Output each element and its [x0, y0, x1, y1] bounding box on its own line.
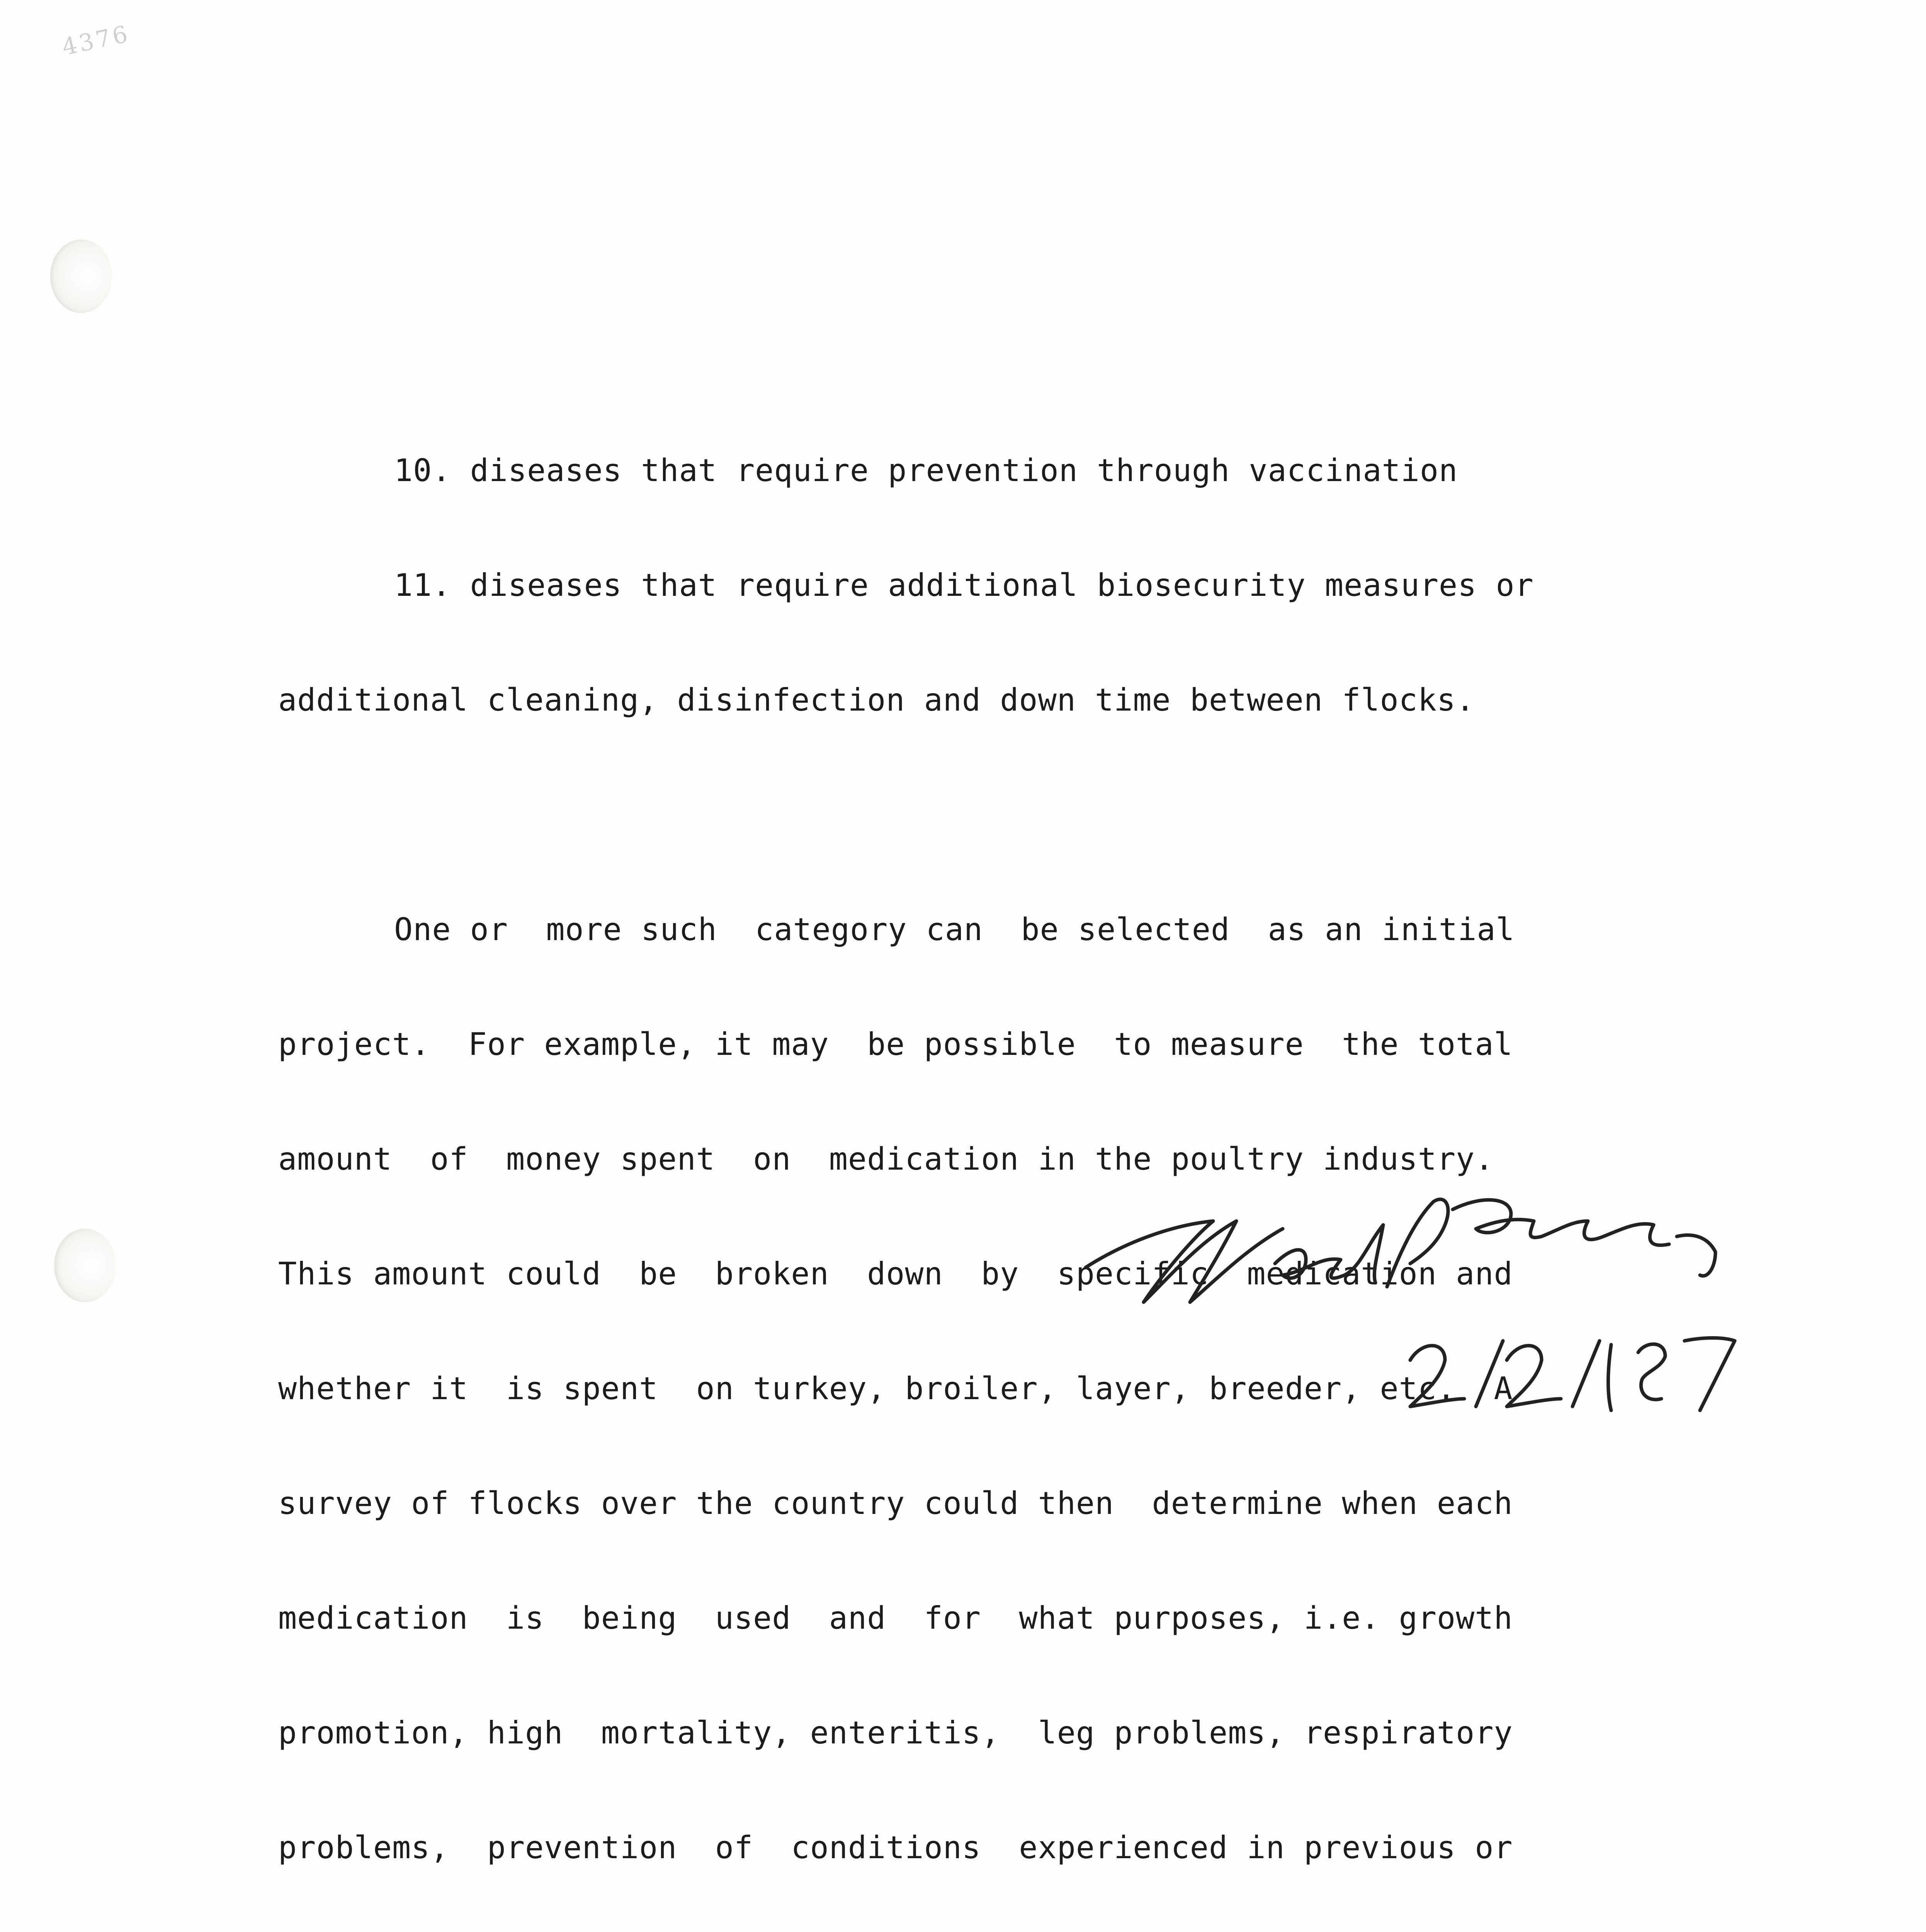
date-stroke: [1572, 1341, 1600, 1406]
punch-hole: [50, 240, 112, 313]
punch-hole: [54, 1229, 116, 1302]
signature-stroke: [1677, 1235, 1715, 1276]
signature-stroke: [1387, 1199, 1448, 1287]
list-item-10: 10. diseases that require prevention through vaccination: [394, 452, 1458, 488]
paragraph-line: This amount could be broken down by specific medication and: [278, 1256, 1513, 1292]
signature-stroke: [1086, 1221, 1283, 1302]
date-stroke: [1638, 1344, 1665, 1400]
paragraph-line: One or more such category can be selected as an initial: [394, 912, 1515, 947]
handwritten-signature: [1074, 1179, 1847, 1449]
signature-stroke: [1453, 1200, 1669, 1245]
corner-mark: 4376: [59, 20, 133, 61]
date-stroke: [1410, 1346, 1464, 1407]
paragraph-line: survey of flocks over the country could then determine when each: [278, 1485, 1513, 1521]
paragraph-line: whether it is spent on turkey, broiler, layer, breeder, etc. A: [278, 1371, 1513, 1406]
date-stroke: [1507, 1346, 1561, 1407]
paragraph-line: problems, prevention of conditions experienced in previous or: [278, 1830, 1513, 1866]
paragraph-line: promotion, high mortality, enteritis, leg problems, respiratory: [278, 1715, 1513, 1751]
date-stroke: [1608, 1345, 1612, 1410]
date-stroke: [1476, 1341, 1503, 1406]
body-text: [278, 375, 1793, 1932]
signature-stroke: [1275, 1225, 1383, 1283]
list-item-11-continued: additional cleaning, disinfection and down time between flocks.: [278, 682, 1475, 718]
paragraph-line: amount of money spent on medication in the poultry industry.: [278, 1141, 1494, 1177]
paragraph-line: project. For example, it may be possible to measure the total: [278, 1026, 1513, 1062]
paragraph-gap: [278, 796, 1793, 834]
date-stroke: [1685, 1338, 1735, 1411]
paragraph-line: medication is being used and for what purposes, i.e. growth: [278, 1600, 1513, 1636]
list-item-11: 11. diseases that require additional biosecurity measures or: [394, 567, 1534, 603]
